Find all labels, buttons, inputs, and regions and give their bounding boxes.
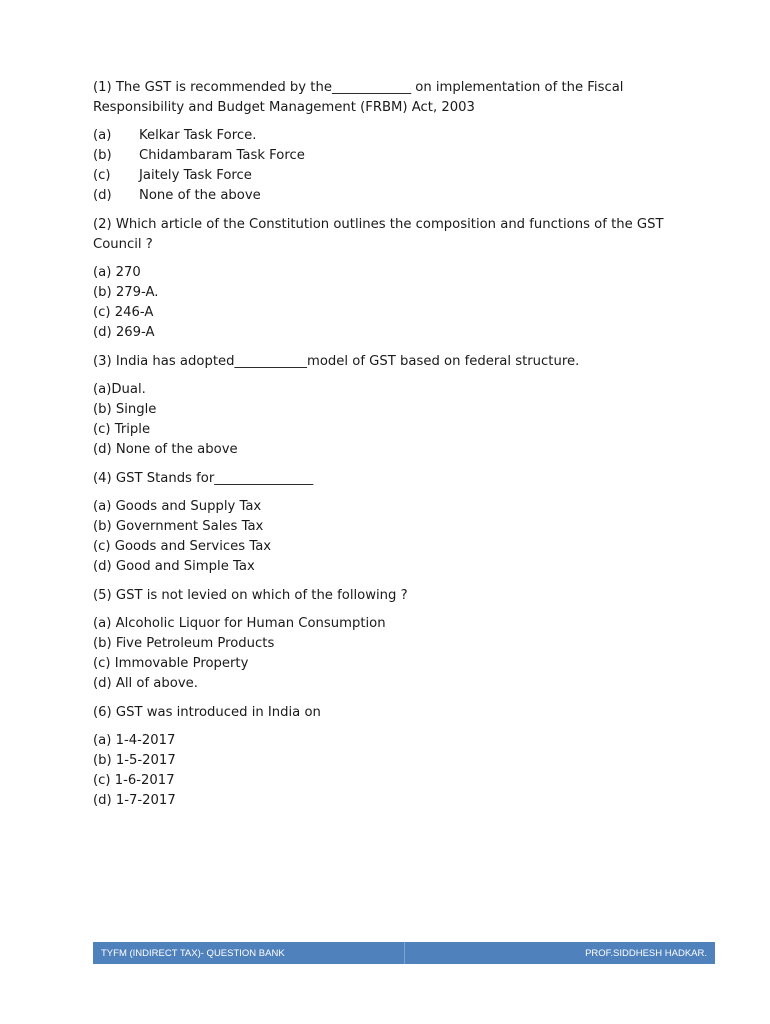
footer-course-title: TYFM (INDIRECT TAX)- QUESTION BANK — [101, 948, 285, 959]
option-2c: (c) 246-A — [93, 305, 154, 320]
options-4 — [93, 497, 693, 577]
option-6b: (b) 1-5-2017 — [93, 753, 176, 768]
option-label: (d) — [93, 188, 112, 203]
option-4c: (c) Goods and Services Tax — [93, 539, 272, 554]
option-3c: (c) Triple — [93, 422, 151, 437]
option-1c — [93, 166, 693, 186]
footer-author: PROF.SIDDHESH HADKAR. — [585, 948, 707, 959]
option-4a: (a) Goods and Supply Tax — [93, 499, 262, 514]
page-footer — [93, 942, 715, 964]
option-3d: (d) None of the above — [93, 442, 238, 457]
option-text: None of the above — [139, 188, 261, 203]
options-2 — [93, 263, 693, 343]
options-1 — [93, 126, 693, 206]
option-6d: (d) 1-7-2017 — [93, 793, 176, 808]
options-5 — [93, 614, 693, 694]
option-1b — [93, 146, 693, 166]
option-3a: (a)Dual. — [93, 382, 146, 397]
option-6c: (c) 1-6-2017 — [93, 773, 175, 788]
option-1d — [93, 186, 693, 206]
question-3: (3) India has adopted___________model of GST based on federal structure. — [93, 354, 580, 369]
options-6 — [93, 731, 693, 811]
option-5a: (a) Alcoholic Liquor for Human Consumption — [93, 616, 386, 631]
question-2: (2) Which article of the Constitution outlines the composition and functions of the GST Council ? — [93, 217, 664, 252]
option-2d: (d) 269-A — [93, 325, 155, 340]
option-4d: (d) Good and Simple Tax — [93, 559, 255, 574]
option-label: (a) — [93, 128, 112, 143]
option-5d: (d) All of above. — [93, 676, 198, 691]
question-bank — [93, 78, 693, 820]
option-6a: (a) 1-4-2017 — [93, 733, 176, 748]
option-2a: (a) 270 — [93, 265, 141, 280]
option-3b: (b) Single — [93, 402, 157, 417]
question-5: (5) GST is not levied on which of the following ? — [93, 588, 408, 603]
option-2b: (b) 279-A. — [93, 285, 159, 300]
question-1: (1) The GST is recommended by the____________ on implementation of the Fiscal Responsibility and Budget Management (FRBM) Act, 2003 — [93, 80, 624, 115]
question-4: (4) GST Stands for_______________ — [93, 471, 314, 486]
option-text: Chidambaram Task Force — [139, 148, 305, 163]
option-1a — [93, 126, 693, 146]
option-4b: (b) Government Sales Tax — [93, 519, 264, 534]
footer-divider — [404, 942, 405, 964]
option-label: (b) — [93, 148, 112, 163]
option-5b: (b) Five Petroleum Products — [93, 636, 275, 651]
option-label: (c) — [93, 168, 111, 183]
option-text: Jaitely Task Force — [139, 168, 252, 183]
options-3 — [93, 380, 693, 460]
option-5c: (c) Immovable Property — [93, 656, 249, 671]
question-6: (6) GST was introduced in India on — [93, 705, 321, 720]
option-text: Kelkar Task Force. — [139, 128, 257, 143]
